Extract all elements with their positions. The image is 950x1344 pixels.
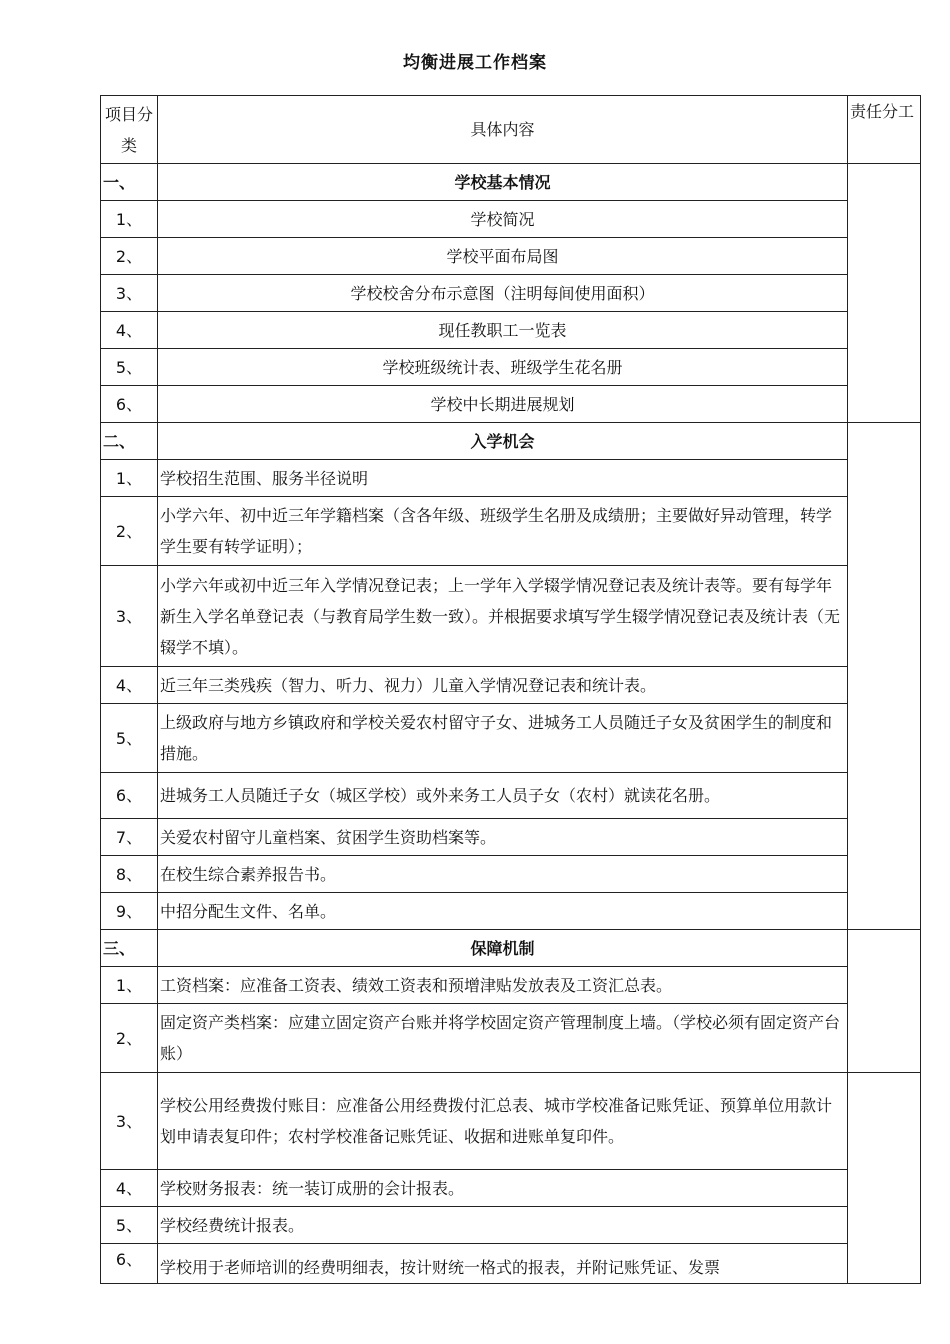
item-number: 4、 [101,667,158,704]
item-text: 固定资产类档案：应建立固定资产台账并将学校固定资产管理制度上墙。（学校必须有固定资产台账） [158,1004,848,1073]
item-number: 4、 [101,1170,158,1207]
section-title: 入学机会 [158,423,848,460]
table-header-row [101,96,921,164]
item-text: 学校招生范围、服务半径说明 [158,460,848,497]
section-row [101,423,921,460]
table-row [101,1170,921,1207]
header-responsibility: 责任分工 [848,96,921,164]
table-row [101,893,921,930]
item-text: 学校简况 [158,201,848,238]
responsibility-cell [848,164,921,423]
section-title: 保障机制 [158,930,848,967]
table-row [101,386,921,423]
section-label: 一、 [101,164,158,201]
responsibility-cell [848,423,921,930]
item-text: 中招分配生文件、名单。 [158,893,848,930]
item-number: 2、 [101,1004,158,1073]
item-text: 学校中长期进展规划 [158,386,848,423]
table-row [101,773,921,819]
item-text: 小学六年或初中近三年入学情况登记表；上一学年入学辍学情况登记表及统计表等。要有每学年新生入学名单登记表（与教育局学生数一致）。并根据要求填写学生辍学情况登记表及统计表（无辍学不填）。 [158,566,848,667]
table-row [101,460,921,497]
item-number: 9、 [101,893,158,930]
item-text: 学校用于老师培训的经费明细表，按计财统一格式的报表，并附记账凭证、发票 [158,1244,848,1284]
item-text: 学校平面布局图 [158,238,848,275]
item-text: 学校财务报表：统一装订成册的会计报表。 [158,1170,848,1207]
item-number: 2、 [101,238,158,275]
item-number: 6、 [101,773,158,819]
item-text: 学校公用经费拨付账目：应准备公用经费拨付汇总表、城市学校准备记账凭证、预算单位用款计划申请表复印件；农村学校准备记账凭证、收据和进账单复印件。 [158,1073,848,1170]
archive-table [100,95,921,1284]
table-row [101,1207,921,1244]
header-content: 具体内容 [158,96,848,164]
section-row [101,164,921,201]
table-row [101,1073,921,1170]
item-number: 6、 [101,386,158,423]
section-label: 二、 [101,423,158,460]
table-row [101,704,921,773]
item-number: 7、 [101,819,158,856]
item-number: 5、 [101,1207,158,1244]
section-label: 三、 [101,930,158,967]
item-number: 3、 [101,566,158,667]
item-number: 4、 [101,312,158,349]
item-number: 1、 [101,201,158,238]
section-title: 学校基本情况 [158,164,848,201]
item-number: 2、 [101,497,158,566]
table-row [101,1004,921,1073]
responsibility-cell [848,930,921,1073]
item-text: 上级政府与地方乡镇政府和学校关爱农村留守子女、进城务工人员随迁子女及贫困学生的制度和措施。 [158,704,848,773]
item-number: 1、 [101,967,158,1004]
item-number: 5、 [101,704,158,773]
item-text: 学校班级统计表、班级学生花名册 [158,349,848,386]
table-row [101,238,921,275]
item-number: 1、 [101,460,158,497]
table-row [101,967,921,1004]
item-text: 工资档案：应准备工资表、绩效工资表和预增津贴发放表及工资汇总表。 [158,967,848,1004]
item-text: 学校经费统计报表。 [158,1207,848,1244]
item-number: 6、 [101,1244,158,1284]
item-text: 进城务工人员随迁子女（城区学校）或外来务工人员子女（农村）就读花名册。 [158,773,848,819]
item-number: 3、 [101,1073,158,1170]
item-text: 学校校舍分布示意图（注明每间使用面积） [158,275,848,312]
table-row [101,819,921,856]
table-row [101,275,921,312]
table-row [101,312,921,349]
item-text: 现任教职工一览表 [158,312,848,349]
header-category: 项目分类 [101,96,158,164]
item-text: 在校生综合素养报告书。 [158,856,848,893]
table-row [101,1244,921,1284]
table-row [101,856,921,893]
item-number: 3、 [101,275,158,312]
table-row [101,667,921,704]
item-text: 小学六年、初中近三年学籍档案（含各年级、班级学生名册及成绩册；主要做好异动管理，转学学生要有转学证明）； [158,497,848,566]
item-number: 5、 [101,349,158,386]
table-row [101,349,921,386]
responsibility-cell [848,1073,921,1284]
item-text: 近三年三类残疾（智力、听力、视力）儿童入学情况登记表和统计表。 [158,667,848,704]
table-row [101,566,921,667]
table-row [101,201,921,238]
section-row [101,930,921,967]
item-number: 8、 [101,856,158,893]
page-title: 均衡进展工作档案 [403,53,547,73]
table-row [101,497,921,566]
item-text: 关爱农村留守儿童档案、贫困学生资助档案等。 [158,819,848,856]
